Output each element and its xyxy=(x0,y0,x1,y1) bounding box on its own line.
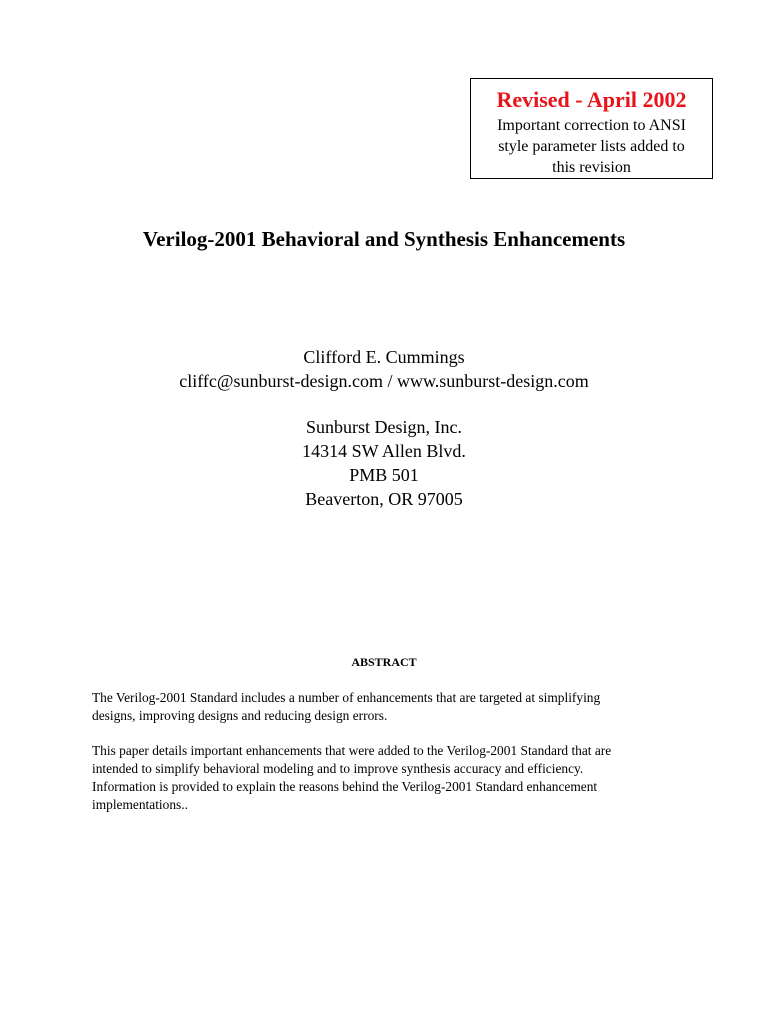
revision-note-line: style parameter lists added to xyxy=(498,138,685,155)
abstract-line: This paper details important enhancements that were added to the Verilog-2001 Standard that are xyxy=(92,743,612,758)
address-line: Sunburst Design, Inc. xyxy=(306,417,462,437)
revision-note xyxy=(471,115,712,178)
abstract-line: implementations.. xyxy=(92,797,188,812)
address-line: Beaverton, OR 97005 xyxy=(305,489,463,509)
address-line: 14314 SW Allen Blvd. xyxy=(302,441,466,461)
revision-note-line: Important correction to ANSI xyxy=(497,117,686,134)
address-line: PMB 501 xyxy=(349,465,419,485)
abstract-line: designs, improving designs and reducing design errors. xyxy=(92,708,388,723)
abstract-line: Information is provided to explain the reasons behind the Verilog-2001 Standard enhancement xyxy=(92,779,598,794)
author-contact: cliffc@sunburst-design.com / www.sunburst-design.com xyxy=(179,371,589,391)
abstract-line: The Verilog-2001 Standard includes a number of enhancements that are targeted at simplifying xyxy=(92,690,601,705)
company-address xyxy=(0,415,768,511)
abstract-line: intended to simplify behavioral modeling and to improve synthesis accuracy and efficiency. xyxy=(92,761,584,776)
abstract-paragraph xyxy=(92,742,692,814)
revision-title: Revised - April 2002 xyxy=(496,87,687,112)
abstract-paragraph xyxy=(92,689,692,725)
revision-notice-box xyxy=(470,78,713,179)
revision-note-line: this revision xyxy=(552,159,631,176)
abstract-heading: ABSTRACT xyxy=(351,655,417,669)
document-title: Verilog-2001 Behavioral and Synthesis Enhancements xyxy=(142,227,626,251)
author-block xyxy=(0,345,768,393)
author-name: Clifford E. Cummings xyxy=(303,347,465,367)
